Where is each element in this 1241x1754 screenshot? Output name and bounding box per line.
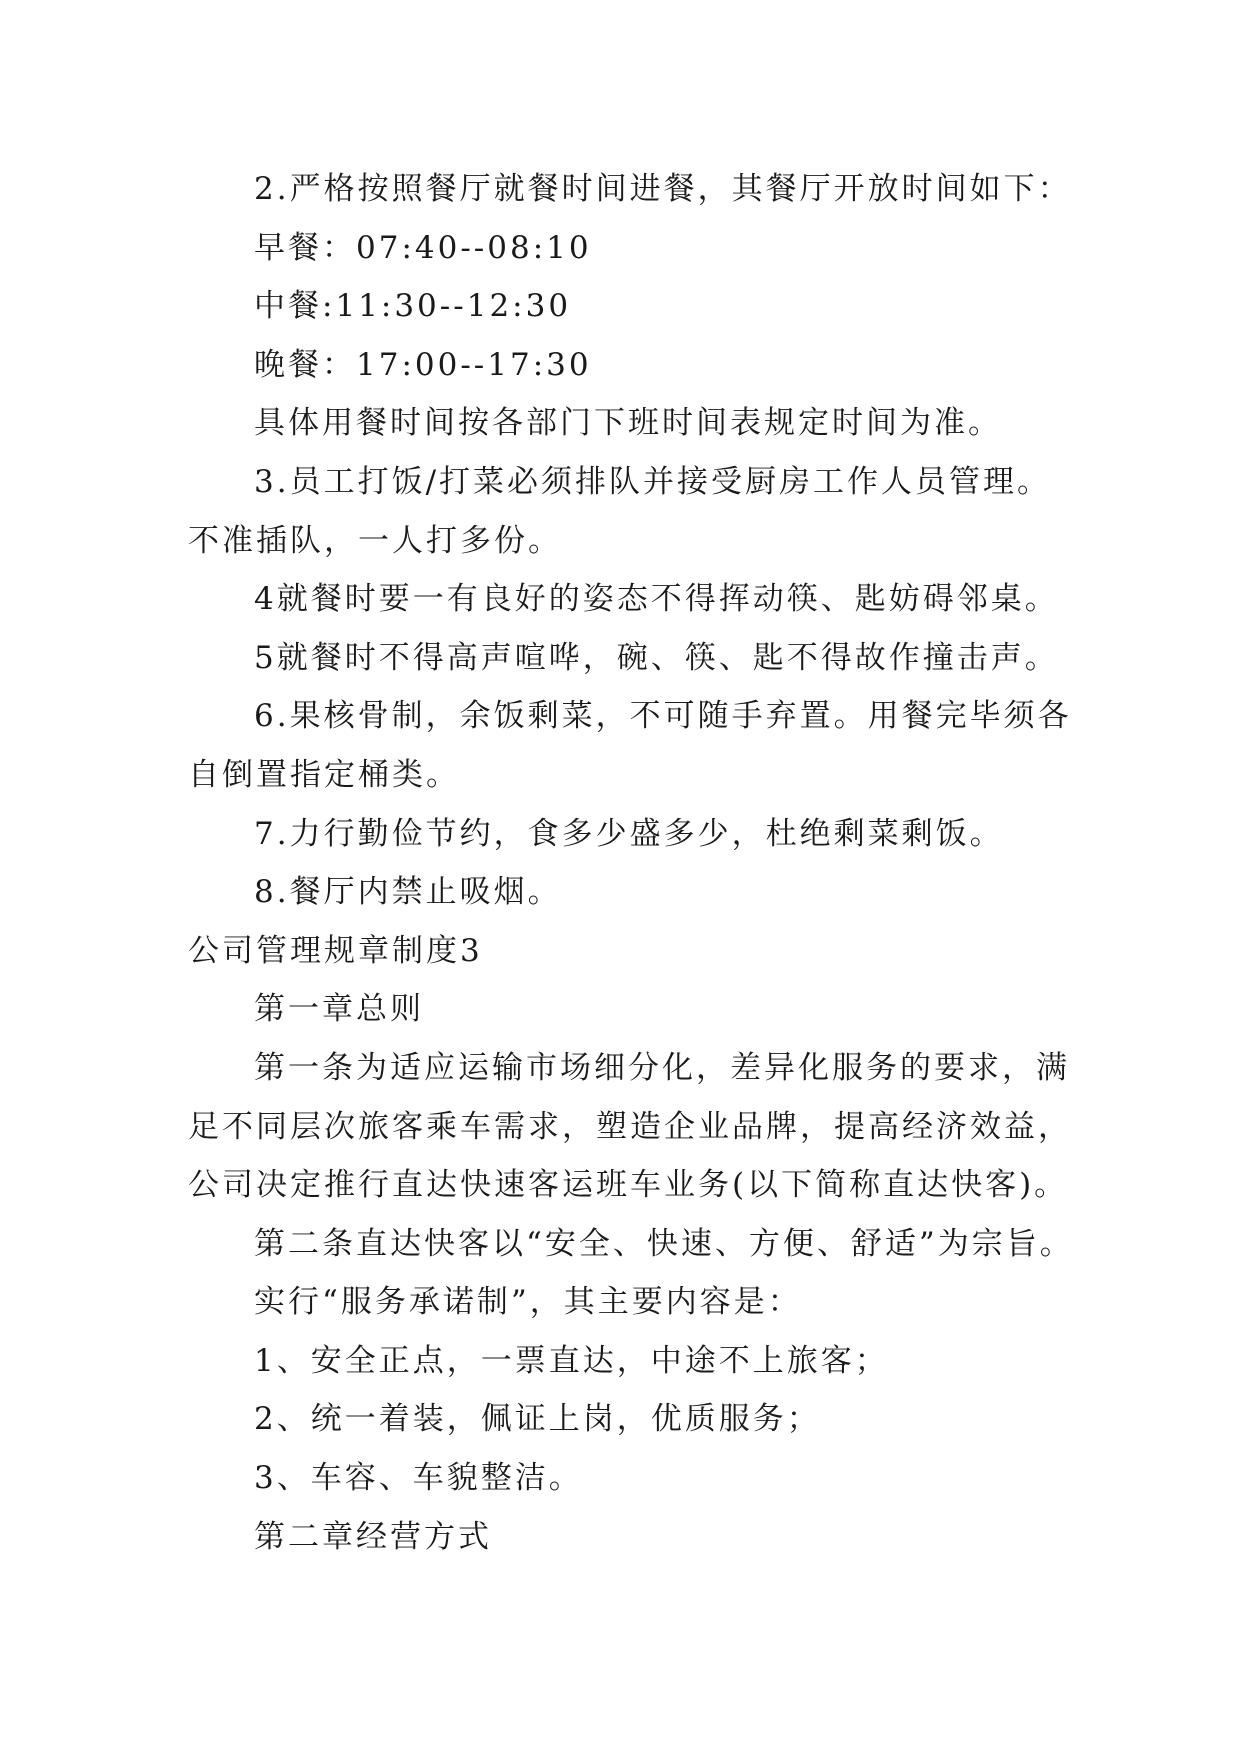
paragraph-line: 公司决定推行直达快速客运班车业务(以下简称直达快客)。 bbox=[188, 1167, 1069, 1204]
chapter-heading: 第二章经营方式 bbox=[254, 1518, 492, 1555]
paragraph-line: 8.餐厅内禁止吸烟。 bbox=[254, 874, 562, 911]
paragraph-line: 不准插队，一人打多份。 bbox=[188, 522, 562, 559]
paragraph-line: 5就餐时不得高声喧哗，碗、筷、匙不得故作撞击声。 bbox=[254, 639, 1059, 676]
chapter-heading: 第一章总则 bbox=[254, 991, 424, 1028]
paragraph-line: 第一条为适应运输市场细分化，差异化服务的要求，满 bbox=[254, 1049, 1070, 1086]
paragraph-line: 具体用餐时间按各部门下班时间表规定时间为准。 bbox=[254, 405, 1002, 442]
list-item: 1、安全正点，一票直达，中途不上旅客； bbox=[254, 1342, 889, 1379]
document-body bbox=[188, 160, 1074, 1566]
paragraph-line: 晚餐：17:00--17:30 bbox=[254, 346, 592, 383]
list-item: 3、车容、车貌整洁。 bbox=[254, 1460, 583, 1497]
paragraph-line: 4就餐时要一有良好的姿态不得挥动筷、匙妨碍邻桌。 bbox=[254, 581, 1059, 618]
paragraph-line: 2.严格按照餐厅就餐时间进餐，其餐厅开放时间如下： bbox=[254, 171, 1072, 207]
paragraph-line: 中餐:11:30--12:30 bbox=[254, 288, 572, 325]
paragraph-line: 3.员工打饭/打菜必须排队并接受厨房工作人员管理。 bbox=[254, 463, 1052, 500]
paragraph-line: 6.果核骨制，余饭剩菜，不可随手弃置。用餐完毕须各 bbox=[254, 698, 1072, 735]
paragraph-line: 早餐：07:40--08:10 bbox=[254, 229, 592, 266]
paragraph-line: 足不同层次旅客乘车需求，塑造企业品牌，提高经济效益， bbox=[188, 1108, 1072, 1145]
paragraph-line: 第二条直达快客以“安全、快速、方便、舒适”为宗旨。 bbox=[254, 1225, 1074, 1262]
paragraph-line: 7.力行勤俭节约，食多少盛多少，杜绝剩菜剩饭。 bbox=[254, 815, 1004, 852]
section-heading: 公司管理规章制度3 bbox=[188, 932, 483, 969]
paragraph-line: 自倒置指定桶类。 bbox=[188, 756, 460, 793]
paragraph-line: 实行“服务承诺制”，其主要内容是： bbox=[254, 1284, 802, 1321]
list-item: 2、统一着装，佩证上岗，优质服务； bbox=[254, 1401, 821, 1438]
